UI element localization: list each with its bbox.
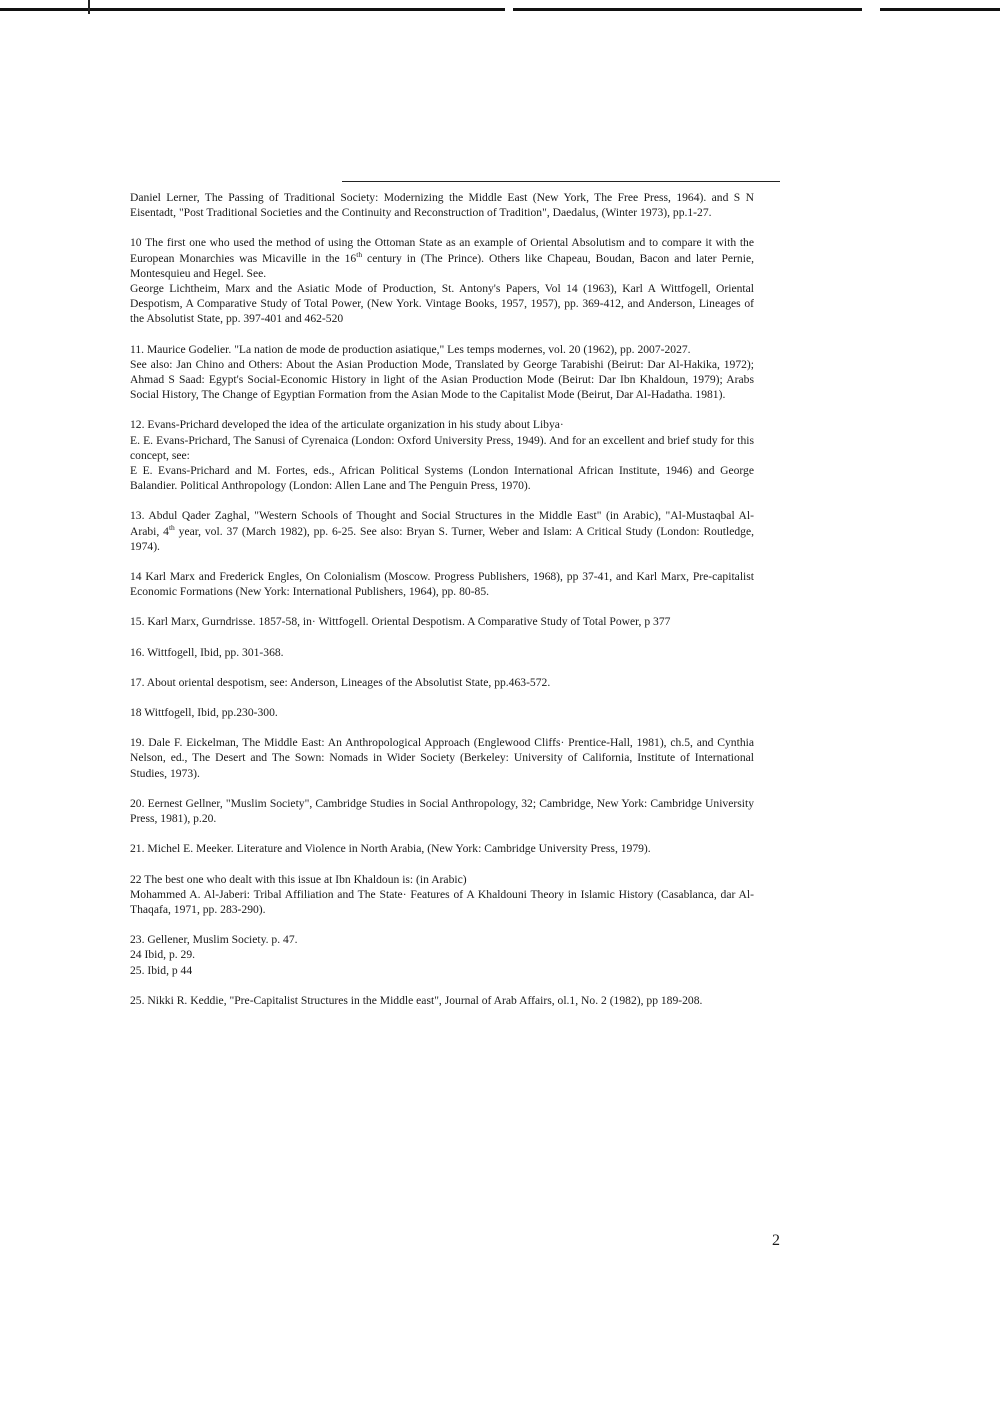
footnote-text: 22 The best one who dealt with this issue at Ibn Khaldoun is: (in Arabic) bbox=[130, 872, 467, 886]
footnote-text: 21. Michel E. Meeker. Literature and Violence in North Arabia, (New York: Cambridge University Press, 1979). bbox=[130, 842, 651, 856]
footnote-12 bbox=[130, 417, 754, 493]
footnote-21 bbox=[130, 841, 754, 856]
footnote-25 bbox=[130, 993, 754, 1008]
footnote-10 bbox=[130, 235, 754, 326]
footnote-text: 10 The first one who used the method of using the Ottoman State as an example of Oriental Absolutism and to compare it with the European Monarchies was Micaville in the 16th century in (The Prince). Others like Chapeau, Boudan, Bacon and later Pernie, Montesquieu and Hegel. See. bbox=[130, 236, 754, 280]
footnote-text: 25. Nikki R. Keddie, "Pre-Capitalist Structures in the Middle east", Journal of Arab Affairs, ol.1, No. 2 (1982), pp 189-208. bbox=[130, 993, 703, 1007]
footnote-14 bbox=[130, 569, 754, 599]
footnote-23-25 bbox=[130, 932, 754, 978]
footnote-text: 25. Ibid, p 44 bbox=[130, 963, 193, 977]
footnote-text: See also: Jan Chino and Others: About the Asian Production Mode, Translated by George Tarabishi (Beirut: Dar Al-Hakika, 1972); Ahmad S Saad: Egypt's Social-Economic History in light of the Asian Production Mode (Beirut: Dar Ibn Khaldoun, 1979); Arabs Social History, The Change of Egyptian Formation from the Asian Mode to the Capitalist Mode (Beirut, Dar Al-Hadatha. 1981). bbox=[130, 357, 754, 402]
footnote-text: 14 Karl Marx and Frederick Engles, On Colonialism (Moscow. Progress Publishers, 1968), pp 37-41, and Karl Marx, Pre-capitalist Economic Formations (New York: International Publishers, 1964), pp. 80-85. bbox=[130, 570, 754, 599]
footnote-13 bbox=[130, 508, 754, 554]
footnote-text: E. E. Evans-Prichard, The Sanusi of Cyrenaica (London: Oxford University Press, 1949). And for an excellent and brief study for this concept, see: bbox=[130, 433, 754, 462]
footnote-15 bbox=[130, 614, 754, 629]
scan-edge-gap bbox=[862, 7, 880, 12]
footnote-text: 12. Evans-Prichard developed the idea of the articulate organization in his study about Libya· bbox=[130, 418, 564, 432]
footnote-text: 20. Eernest Gellner, "Muslim Society", Cambridge Studies in Social Anthropology, 32; Cambridge, New York: Cambridge University Press, 1981), p.20. bbox=[130, 796, 754, 826]
footnote-text: 17. About oriental despotism, see: Anderson, Lineages of the Absolutist State, pp.463-572. bbox=[130, 675, 551, 689]
footnote-text: 16. Wittfogell, Ibid, pp. 301-368. bbox=[130, 645, 284, 659]
footnote-22 bbox=[130, 872, 754, 918]
page-number: 2 bbox=[772, 1232, 780, 1249]
scan-edge-gap bbox=[505, 7, 513, 12]
footnote-16 bbox=[130, 645, 754, 660]
footnote-text: Daniel Lerner, The Passing of Traditional Society: Modernizing the Middle East (New York, The Free Press, 1964). and S N Eisentadt, "Post Traditional Societies and the Continuity and Reconstruction of Tradition", Daedalus, (Winter 1973), pp.1-27. bbox=[130, 191, 754, 220]
footnote-text: 13. Abdul Qader Zaghal, "Western Schools of Thought and Social Structures in the Middle East" (in Arabic), "Al-Mustaqbal Al-Arabi, 4th year, vol. 37 (March 1982), pp. 6-25. See also: Bryan S. Turner, Weber and Islam: A Critical Study (London: Routledge, 1974). bbox=[130, 509, 754, 553]
footnote-text: 15. Karl Marx, Gurndrisse. 1857-58, in· Wittfogell. Oriental Despotism. A Comparative Study of Total Power, p 377 bbox=[130, 615, 671, 629]
footnote-text: 19. Dale F. Eickelman, The Middle East: An Anthropological Approach (Englewood Cliffs· Prentice-Hall, 1981), ch.5, and Cynthia Nelson, ed., The Desert and The Sown: Nomads in Wider Society (Berkeley: University of California, Institute of International Studies, 1973). bbox=[130, 736, 754, 780]
footnote-11 bbox=[130, 342, 754, 403]
footnote-18 bbox=[130, 705, 754, 720]
footnote-text: 24 Ibid, p. 29. bbox=[130, 948, 196, 962]
footnote-19 bbox=[130, 735, 754, 781]
scan-top-edge-line bbox=[0, 8, 1000, 11]
footnote-separator-rule bbox=[342, 181, 780, 182]
footnote-text: 23. Gellener, Muslim Society. p. 47. bbox=[130, 933, 298, 947]
footnotes-section bbox=[130, 190, 754, 1008]
footnote-text: 11. Maurice Godelier. "La nation de mode de production asiatique," Les temps modernes, vol. 20 (1962), pp. 2007-2027. bbox=[130, 342, 691, 356]
footnote-17 bbox=[130, 675, 754, 690]
footnote-9-continued bbox=[130, 190, 754, 220]
footnote-text: E E. Evans-Prichard and M. Fortes, eds., African Political Systems (London International African Institute, 1946) and George Balandier. Political Anthropology (London: Allen Lane and The Penguin Press, 1970). bbox=[130, 464, 754, 493]
footnote-20 bbox=[130, 796, 754, 826]
footnote-text: George Lichtheim, Marx and the Asiatic Mode of Production, St. Antony's Papers, Vol 14 (1963), Karl A Wittfogell, Oriental Despotism, A Comparative Study of Total Power, (New York. Vintage Books, 1957, 1957), pp. 369-412, and Anderson, Lineages of the Absolutist State, pp. 397-401 and 462-520 bbox=[130, 282, 754, 326]
footnote-text: 18 Wittfogell, Ibid, pp.230-300. bbox=[130, 706, 278, 720]
footnote-text: Mohammed A. Al-Jaberi: Tribal Affiliation and The State· Features of A Khaldouni Theory in Islamic History (Casablanca, dar Al-Thaqafa, 1971, pp. 283-290). bbox=[130, 887, 754, 916]
scan-tick-mark bbox=[88, 0, 90, 14]
